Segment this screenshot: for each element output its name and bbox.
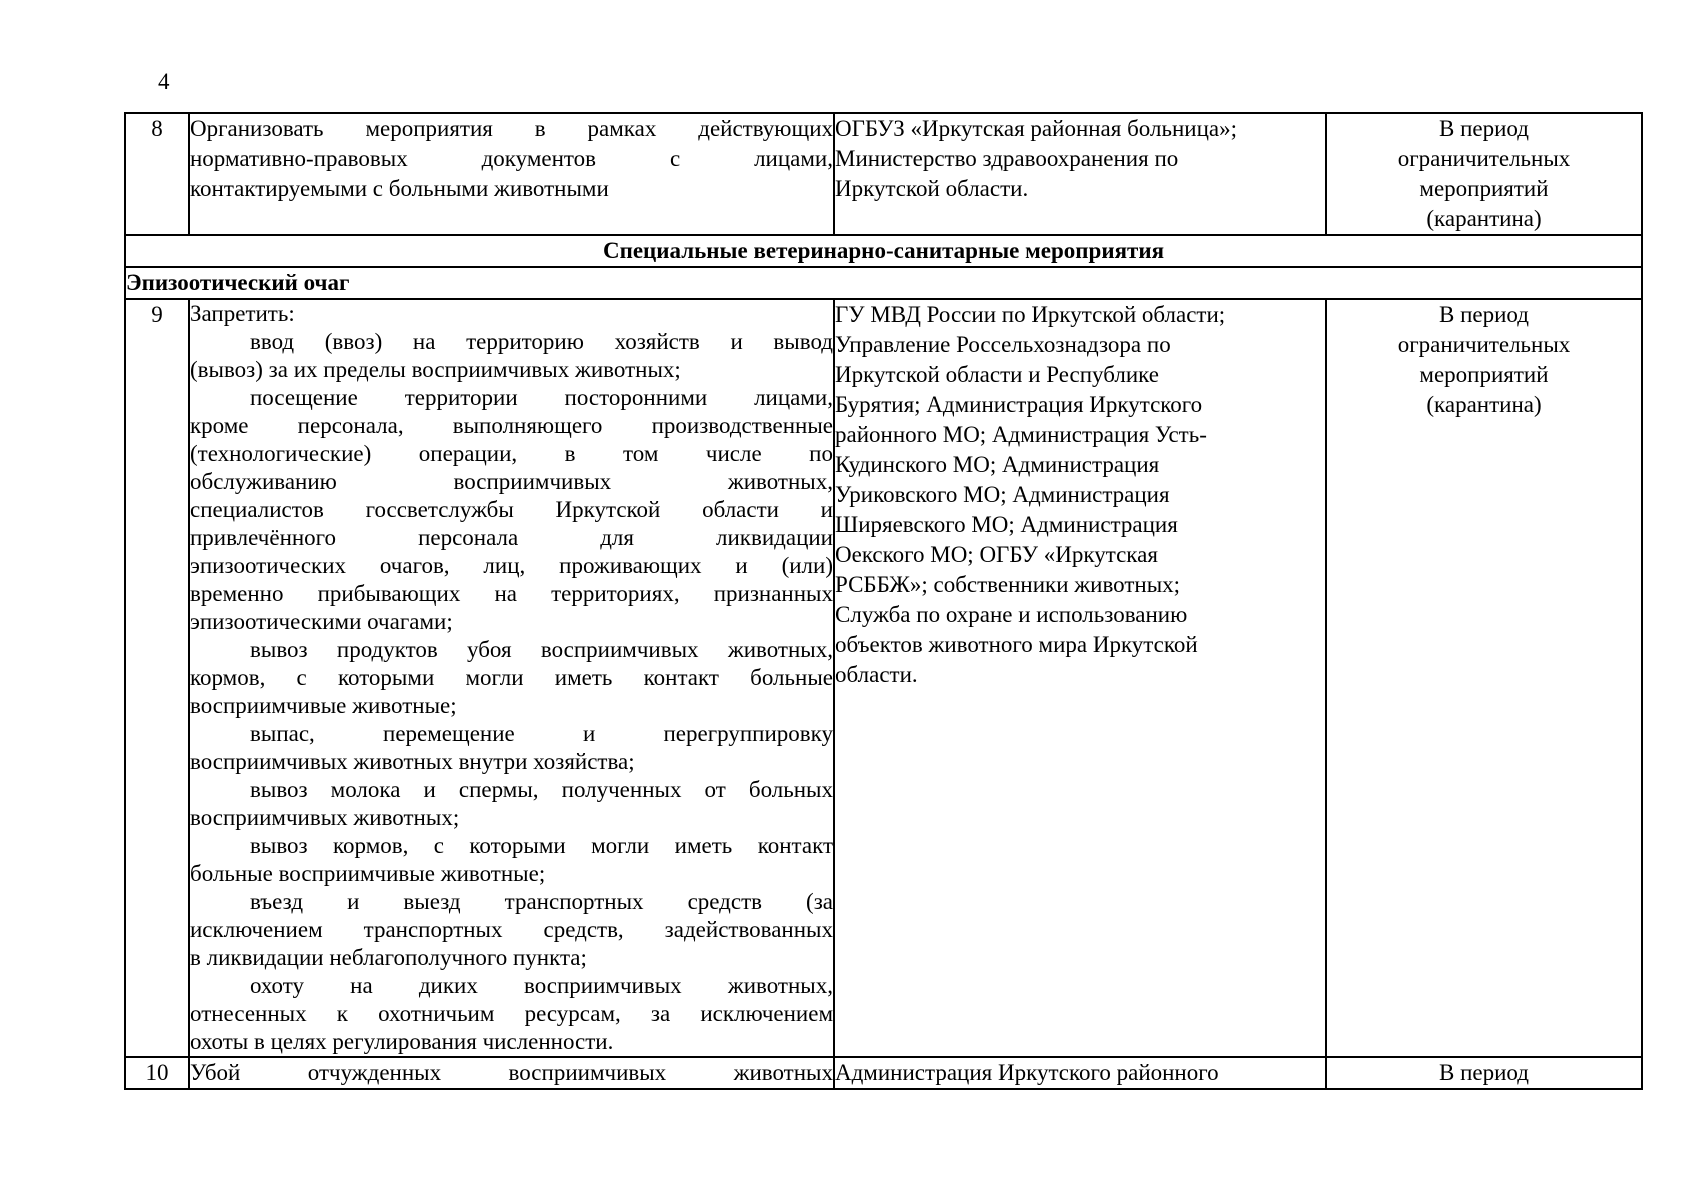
- action-line: временно прибывающих на территориях, признанных: [190, 581, 833, 606]
- term-line: В период: [1439, 302, 1529, 327]
- action-line: восприимчивые животные;: [190, 693, 457, 718]
- responsible-line: Уриковского МО; Администрация: [835, 482, 1170, 507]
- term-line: (карантина): [1426, 392, 1542, 417]
- action-line: (технологические) операции, в том числе по: [190, 441, 833, 466]
- table-row-8: [125, 113, 1642, 235]
- action-line: вывоз кормов, с которыми могли иметь контакт: [250, 833, 833, 858]
- action-line: в ликвидации неблагополучного пункта;: [190, 945, 587, 970]
- action-line: специалистов госсветслужбы Иркутской области и: [190, 497, 833, 522]
- subsection-header-row: [125, 267, 1642, 299]
- responsible-line: ОГБУЗ «Иркутская районная больница»;: [835, 116, 1237, 141]
- measures-table: [124, 112, 1643, 1090]
- action-line: контактируемыми с больными животными: [190, 176, 609, 201]
- action-line: кормов, с которыми могли иметь контакт больные: [190, 665, 833, 690]
- action-line: отнесенных к охотничьим ресурсам, за исключением: [190, 1001, 833, 1026]
- responsible-line: ГУ МВД России по Иркутской области;: [835, 302, 1226, 327]
- table-row-10: [125, 1057, 1642, 1089]
- row-number: 8: [125, 113, 189, 235]
- action-line: исключением транспортных средств, задействованных: [190, 917, 833, 942]
- table-row-9: [125, 299, 1642, 1057]
- term-line: В период: [1439, 1060, 1529, 1085]
- term-cell: [1326, 113, 1642, 235]
- responsible-line: Бурятия; Администрация Иркутского: [835, 392, 1203, 417]
- action-line: вывоз продуктов убоя восприимчивых животных,: [250, 637, 833, 662]
- responsible-line: РСББЖ»; собственники животных;: [835, 572, 1181, 597]
- responsible-line: Управление Россельхознадзора по: [835, 332, 1171, 357]
- action-line: восприимчивых животных;: [190, 805, 460, 830]
- responsible-cell: [834, 113, 1326, 235]
- action-line: посещение территории посторонними лицами,: [250, 385, 833, 410]
- responsible-line: Кудинского МО; Администрация: [835, 452, 1160, 477]
- responsible-line: Оекского МО; ОГБУ «Иркутская: [835, 542, 1158, 567]
- term-cell: [1326, 1057, 1642, 1089]
- responsible-line: области.: [835, 662, 918, 687]
- section-title: Специальные ветеринарно-санитарные мероприятия: [125, 235, 1642, 267]
- row-number: 9: [125, 299, 189, 1057]
- term-line: ограничительных: [1397, 332, 1571, 357]
- responsible-cell: [834, 1057, 1326, 1089]
- term-line: (карантина): [1426, 206, 1542, 231]
- action-line: эпизоотическими очагами;: [190, 609, 453, 634]
- action-line: выпас, перемещение и перегруппировку: [250, 721, 833, 746]
- responsible-line: Министерство здравоохранения по: [835, 146, 1179, 171]
- action-line: Убой отчужденных восприимчивых животных: [190, 1060, 833, 1085]
- responsible-line: Ширяевского МО; Администрация: [835, 512, 1178, 537]
- row-number: 10: [125, 1057, 189, 1089]
- action-intro: Запретить:: [190, 301, 295, 326]
- action-line: эпизоотических очагов, лиц, проживающих и (или): [190, 553, 833, 578]
- action-line: восприимчивых животных внутри хозяйства;: [190, 749, 635, 774]
- action-cell: [189, 299, 834, 1057]
- action-line: кроме персонала, выполняющего производственные: [190, 413, 833, 438]
- term-cell: [1326, 299, 1642, 1057]
- action-line: привлечённого персонала для ликвидации: [190, 525, 833, 550]
- term-line: мероприятий: [1419, 362, 1549, 387]
- term-line: В период: [1439, 116, 1529, 141]
- responsible-line: объектов животного мира Иркутской: [835, 632, 1198, 657]
- responsible-line: Иркутской области и Республике: [835, 362, 1159, 387]
- action-line: охоту на диких восприимчивых животных,: [250, 973, 833, 998]
- action-cell: [189, 113, 834, 235]
- action-line: нормативно-правовых документов с лицами,: [190, 146, 833, 171]
- action-line: въезд и выезд транспортных средств (за: [250, 889, 833, 914]
- term-line: мероприятий: [1419, 176, 1549, 201]
- action-line: Организовать мероприятия в рамках действующих: [190, 116, 833, 141]
- responsible-line: Служба по охране и использованию: [835, 602, 1188, 627]
- subsection-title: Эпизоотический очаг: [125, 267, 1642, 299]
- action-line: вывоз молока и спермы, полученных от больных: [250, 777, 833, 802]
- responsible-line: Администрация Иркутского районного: [835, 1060, 1219, 1085]
- action-line: обслуживанию восприимчивых животных,: [190, 469, 833, 494]
- action-line: ввод (ввоз) на территорию хозяйств и вывод: [250, 329, 833, 354]
- action-line: больные восприимчивые животные;: [190, 861, 546, 886]
- responsible-line: районного МО; Администрация Усть-: [835, 422, 1207, 447]
- action-cell: [189, 1057, 834, 1089]
- action-line: (вывоз) за их пределы восприимчивых животных;: [190, 357, 681, 382]
- page-number: 4: [158, 69, 170, 94]
- term-line: ограничительных: [1397, 146, 1571, 171]
- responsible-cell: [834, 299, 1326, 1057]
- action-line: охоты в целях регулирования численности.: [190, 1029, 614, 1054]
- section-header-row: [125, 235, 1642, 267]
- responsible-line: Иркутской области.: [835, 176, 1029, 201]
